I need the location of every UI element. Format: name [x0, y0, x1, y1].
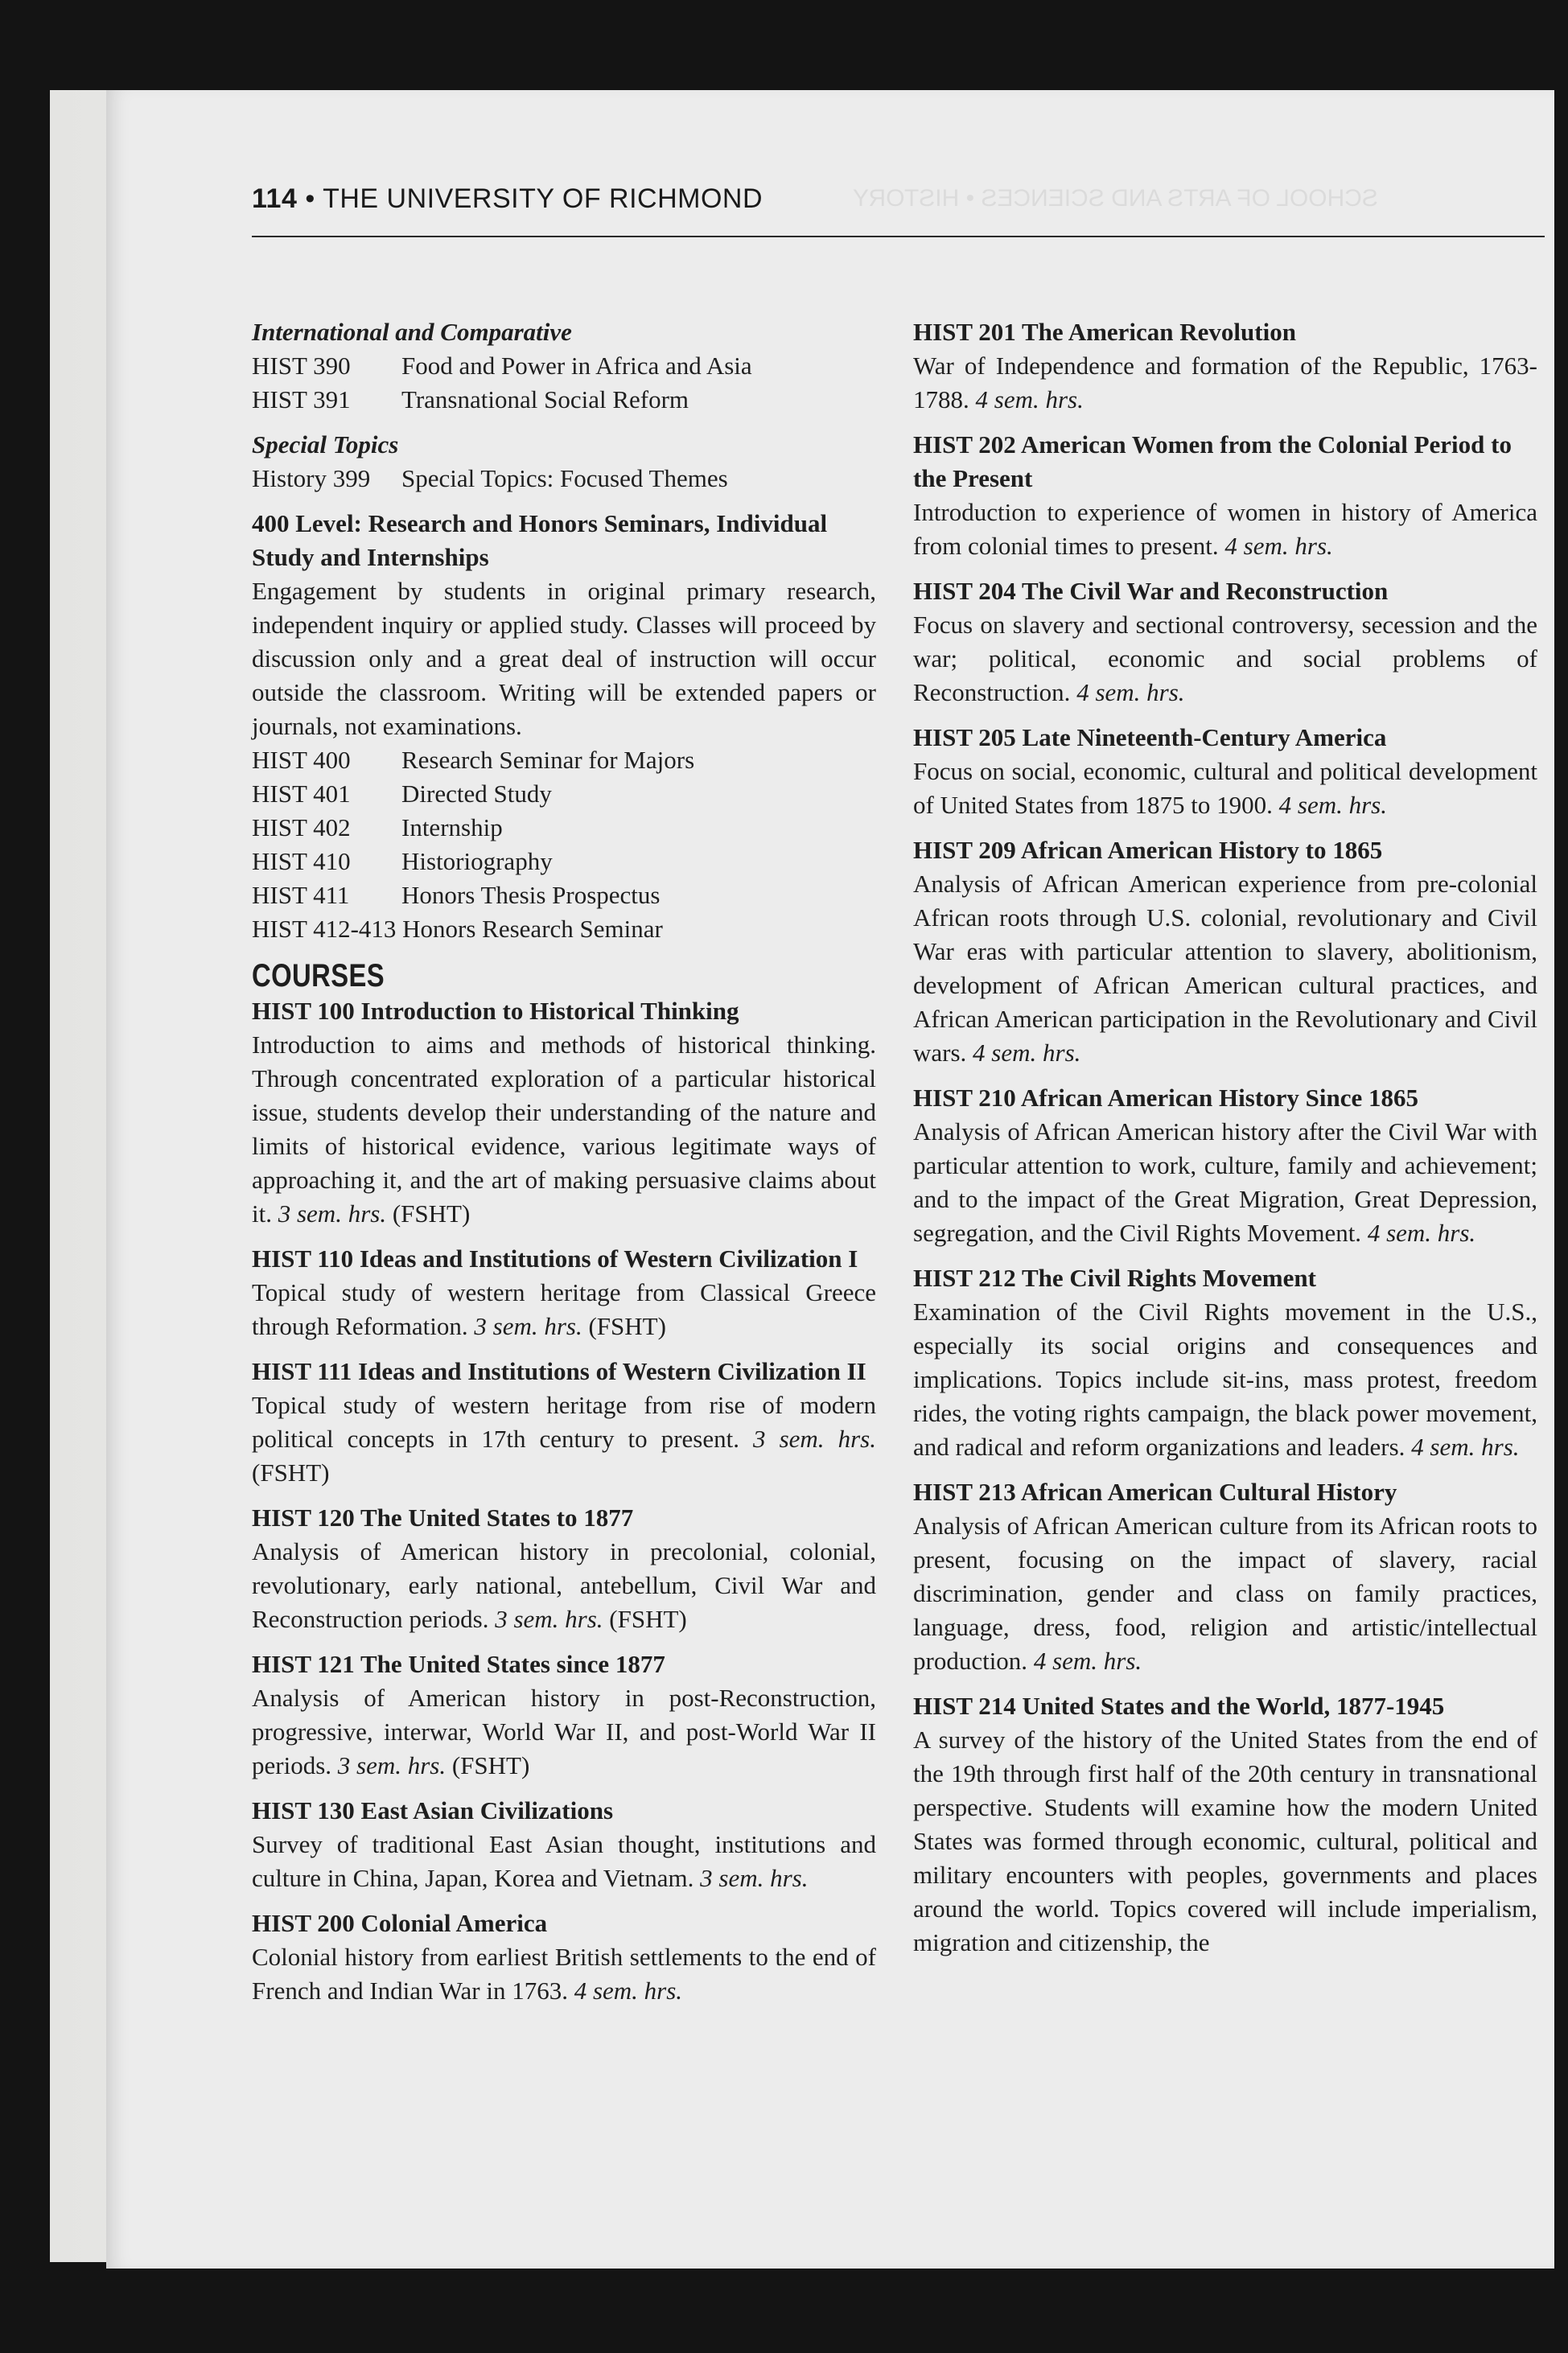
course-description: Topical study of western heritage from Classical Greece through Reformation. 3 sem. hrs. (FSHT)	[252, 1278, 876, 1340]
course-list-item	[252, 462, 876, 496]
header-rule	[252, 236, 1545, 237]
course-description: War of Independence and formation of the Republic, 1763-1788. 4 sem. hrs.	[913, 352, 1537, 413]
course-title: HIST 111 Ideas and Institutions of Western Civilization II	[252, 1357, 866, 1385]
section-heading: 400 Level: Research and Honors Seminars, Individual Study and Internships	[252, 509, 828, 571]
course-entry	[913, 315, 1537, 417]
section-heading: Special Topics	[252, 430, 399, 459]
course-title: HIST 121 The United States since 1877	[252, 1650, 665, 1678]
course-entry	[913, 1081, 1537, 1250]
credit-hours: 4 sem. hrs.	[1033, 1647, 1142, 1675]
course-code: HIST 400	[252, 746, 351, 774]
course-list-item	[252, 777, 876, 811]
course-title: HIST 212 The Civil Rights Movement	[913, 1264, 1316, 1292]
course-entry	[913, 1689, 1537, 1960]
course-title: HIST 200 Colonial America	[252, 1909, 548, 1937]
course-entry	[252, 1907, 876, 2008]
course-code: HIST 391	[252, 385, 351, 413]
course-entry	[913, 1261, 1537, 1464]
course-list-item	[252, 811, 876, 845]
course-list-item: HIST 412-413 Honors Research Seminar	[252, 915, 663, 943]
credit-hours: 3 sem. hrs.	[753, 1425, 876, 1453]
course-title: HIST 110 Ideas and Institutions of Western Civilization I	[252, 1244, 858, 1273]
course-code: HIST 411	[252, 881, 350, 909]
course-description: Analysis of African American history after the Civil War with particular attention to work, culture, family and achievement; and to the impact of the Great Migration, Great Depression, segregation, and the Civil Rights Movement. 4 sem. hrs.	[913, 1117, 1537, 1247]
course-title: HIST 205 Late Nineteenth-Century America	[913, 723, 1387, 751]
course-list-item	[252, 845, 876, 878]
course-description: Focus on slavery and sectional controversy, secession and the war; political, economic and social problems of Reconstruction. 4 sem. hrs.	[913, 611, 1537, 706]
course-note: (FSHT)	[451, 1751, 530, 1779]
credit-hours: 4 sem. hrs.	[1367, 1219, 1476, 1247]
course-code: HIST 390	[252, 352, 351, 380]
course-list-item	[252, 878, 876, 912]
course-title: HIST 204 The Civil War and Reconstruction	[913, 577, 1389, 605]
course-description: Analysis of American history in precolonial, colonial, revolutionary, early national, antebellum, Civil War and Reconstruction periods. 3 sem. hrs. (FSHT)	[252, 1537, 876, 1633]
course-title: HIST 213 African American Cultural History	[913, 1478, 1397, 1506]
course-title: HIST 210 African American History Since 1865	[913, 1084, 1419, 1112]
credit-hours: 4 sem. hrs.	[1411, 1433, 1520, 1461]
left-column	[252, 315, 876, 2019]
course-code: History 399	[252, 464, 371, 492]
section-400-level	[252, 507, 876, 946]
credit-hours: 3 sem. hrs.	[337, 1751, 447, 1779]
header-title: THE UNIVERSITY OF RICHMOND	[323, 183, 763, 214]
course-description: Introduction to experience of women in history of America from colonial times to present. 4 sem. hrs.	[913, 498, 1537, 560]
section-description: Engagement by students in original primary research, independent inquiry or applied study. Classes will proceed by discussion only and a great deal of instruction will occur outside the classroom. Writing will be extended papers or journals, not examinations.	[252, 577, 876, 740]
course-list-item	[252, 349, 876, 383]
course-entry	[252, 1355, 876, 1490]
course-name: Directed Study	[401, 780, 552, 808]
course-title: HIST 202 American Women from the Colonial Period to the Present	[913, 430, 1512, 492]
course-list-item	[252, 383, 876, 417]
course-description: A survey of the history of the United States from the end of the 19th through first half of the 20th century in transnational perspective. Students will examine how the modern United States was formed through economic, cultural, political and military encounters with peoples, governments and places around the world. Topics covered will include imperialism, migration and citizenship, the	[913, 1726, 1537, 1956]
course-entry	[252, 994, 876, 1231]
course-title: HIST 214 United States and the World, 1877-1945	[913, 1692, 1445, 1720]
course-entry	[252, 1648, 876, 1783]
course-entry	[252, 1242, 876, 1343]
course-entry	[252, 1501, 876, 1636]
course-entry	[913, 721, 1537, 822]
course-name: Historiography	[401, 847, 553, 875]
course-list-item	[252, 743, 876, 777]
course-code: HIST 401	[252, 780, 351, 808]
course-note: (FSHT)	[392, 1199, 471, 1228]
page-number: 114	[252, 183, 298, 214]
course-title: HIST 209 African American History to 1865	[913, 836, 1383, 864]
course-entry	[913, 574, 1537, 710]
section-heading: International and Comparative	[252, 318, 572, 346]
credit-hours: 4 sem. hrs.	[975, 385, 1084, 413]
credit-hours: 3 sem. hrs.	[495, 1605, 603, 1633]
course-description: Introduction to aims and methods of historical thinking. Through concentrated exploration of a particular historical issue, students develop their understanding of the nature and limits of historical evidence, various legitimate ways of approaching it, and the art of making persuasive claims about it. 3 sem. hrs. (FSHT)	[252, 1030, 876, 1228]
credit-hours: 4 sem. hrs.	[973, 1039, 1081, 1067]
course-description: Examination of the Civil Rights movement in the U.S., especially its social origins and consequences and implications. Topics include sit-ins, mass protest, freedom rides, the voting rights campaign, the black power movement, and radical and reform organizations and leaders. 4 sem. hrs.	[913, 1298, 1537, 1461]
credit-hours: 3 sem. hrs.	[700, 1864, 809, 1892]
course-entry	[252, 1794, 876, 1895]
section-special-topics	[252, 428, 876, 496]
course-title: HIST 130 East Asian Civilizations	[252, 1796, 614, 1824]
course-description: Analysis of African American culture from its African roots to present, focusing on the impact of slavery, racial discrimination, gender and class on family practices, language, dress, food, religion and artistic/intellectual production. 4 sem. hrs.	[913, 1512, 1537, 1675]
course-title: HIST 100 Introduction to Historical Thinking	[252, 997, 739, 1025]
course-description: Focus on social, economic, cultural and political development of United States from 1875 to 1900. 4 sem. hrs.	[913, 757, 1537, 819]
course-name: Internship	[401, 813, 503, 841]
course-name: Special Topics: Focused Themes	[401, 464, 728, 492]
header-separator: •	[305, 183, 315, 214]
credit-hours: 3 sem. hrs.	[474, 1312, 582, 1340]
course-entry	[913, 428, 1537, 563]
credit-hours: 3 sem. hrs.	[278, 1199, 387, 1228]
course-entry	[913, 1475, 1537, 1678]
credit-hours: 4 sem. hrs.	[1278, 791, 1387, 819]
section-international	[252, 315, 876, 417]
course-code: HIST 410	[252, 847, 351, 875]
course-code: HIST 402	[252, 813, 351, 841]
course-note: (FSHT)	[609, 1605, 687, 1633]
course-note: (FSHT)	[252, 1458, 330, 1487]
course-entry	[913, 833, 1537, 1070]
right-column	[913, 315, 1537, 1971]
bleed-through-text: SCHOOL OF ARTS AND SCIENCES • HISTORY	[853, 185, 1378, 212]
course-title: HIST 120 The United States to 1877	[252, 1504, 634, 1532]
courses-heading: COURSES	[252, 958, 385, 993]
course-description: Analysis of African American experience from pre-colonial African roots through U.S. colonial, revolutionary and Civil War eras with particular attention to slavery, abolitionism, development of African American cultural practices, and African American participation in the Revolutionary and Civil wars. 4 sem. hrs.	[913, 870, 1537, 1067]
course-description: Topical study of western heritage from rise of modern political concepts in 17th century to present. 3 sem. hrs. (FSHT)	[252, 1391, 876, 1487]
course-note: (FSHT)	[588, 1312, 666, 1340]
course-name: Food and Power in Africa and Asia	[401, 352, 752, 380]
course-name: Research Seminar for Majors	[401, 746, 695, 774]
course-title: HIST 201 The American Revolution	[913, 318, 1296, 346]
course-description: Survey of traditional East Asian thought, institutions and culture in China, Japan, Korea and Vietnam. 3 sem. hrs.	[252, 1830, 876, 1892]
credit-hours: 4 sem. hrs.	[1076, 678, 1185, 706]
course-name: Transnational Social Reform	[401, 385, 689, 413]
course-description: Colonial history from earliest British settlements to the end of French and Indian War in 1763. 4 sem. hrs.	[252, 1943, 876, 2005]
credit-hours: 4 sem. hrs.	[574, 1977, 683, 2005]
course-name: Honors Thesis Prospectus	[401, 881, 661, 909]
running-header	[252, 183, 763, 215]
course-description: Analysis of American history in post-Reconstruction, progressive, interwar, World War II, and post-World War II periods. 3 sem. hrs. (FSHT)	[252, 1684, 876, 1779]
credit-hours: 4 sem. hrs.	[1224, 532, 1333, 560]
